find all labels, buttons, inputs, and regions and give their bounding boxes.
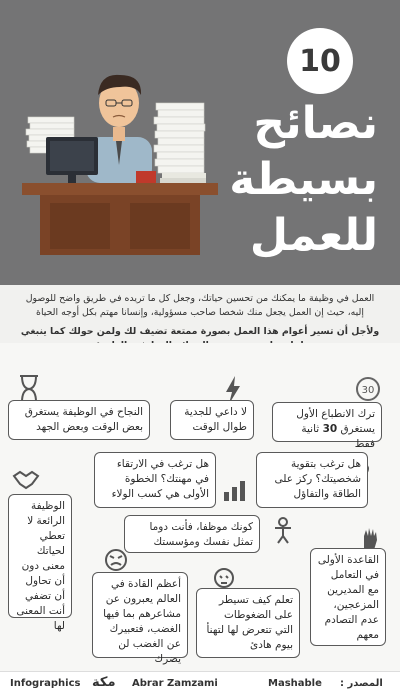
bar-chart-icon	[222, 478, 246, 502]
tip-1-text-post: ثانية فقط	[301, 423, 375, 450]
tip-express-anger	[92, 572, 188, 665]
tip-personality	[256, 452, 368, 508]
intro-lead: ولأجل أن تسير أعوام هذا العمل بصورة ممتعة تضيف لك ولمن حولك كما ينبغي	[20, 326, 380, 337]
tip-10-text: أعظم القادة في العالم يعبرون عن مشاعرهم بما فيها الغضب، فتعبيرك عن الغضب لن يضرك	[103, 578, 181, 665]
tip-career-loyalty	[94, 452, 216, 508]
tip-8-text: القاعدة الأولى في التعامل مع المديرين المزعجين، عدم التصادم معهم	[317, 554, 379, 641]
tip-no-seriousness	[170, 400, 254, 440]
tip-9-text: تعلم كيف تسيطر على الضغوطات التي تتعرض لها لتهنأ بيوم هادئ	[206, 594, 293, 651]
tip-meaningful-job	[8, 494, 72, 632]
angry-face-icon	[104, 548, 128, 572]
footer-author: Abrar Zamzami	[132, 678, 218, 689]
stopwatch-30-text: 30	[361, 385, 375, 396]
stress-head-icon	[212, 566, 236, 590]
tip-represent-yourself	[124, 515, 260, 553]
intro-paragraph: العمل في وظيفة ما يمكنك من تحسين حياتك، وجعل كل ما تريده في طريق واضح للوصول إليه، حيث إن العمل يجعل منك شخصا صاحب مسؤولية، وإنسانا مهتم بكل أوجه الحياة	[25, 293, 375, 318]
stopwatch-30-icon	[355, 376, 381, 402]
footer	[0, 671, 400, 696]
tip-success-takes-time	[8, 400, 150, 440]
page-title	[213, 96, 378, 264]
tip-6-text: الوظيفة الرائعة لا تعطي لحياتك معنى دون أن تحاول أن تضفي أنت المعنى لها	[16, 500, 65, 632]
handshake-icon	[12, 466, 40, 492]
tip-5-text: هل ترغب في الارتقاء في مهنتك؟ الخطوة الأولى هي كسب الولاء	[111, 458, 209, 500]
tip-first-impression	[272, 402, 382, 450]
tip-1-number: 30	[322, 423, 338, 435]
hero-banner	[0, 0, 400, 285]
footer-infographics: Infographics	[10, 678, 81, 689]
desk	[22, 171, 218, 255]
title-line-1: نصائح	[253, 98, 378, 149]
tips-count-badge: 10	[287, 28, 353, 94]
person-star-icon	[272, 516, 294, 544]
tip-7-text: كونك موظفا، فأنت دوما تمثل نفسك ومؤسستك	[149, 521, 253, 548]
footer-source: Mashable	[268, 678, 322, 689]
footer-source-label: المصدر :	[340, 678, 383, 689]
tip-annoying-managers	[310, 548, 386, 646]
title-line-2: بسيطة	[229, 154, 378, 205]
title-line-3: للعمل	[249, 210, 378, 261]
office-worker-illustration	[20, 45, 220, 260]
tip-1-text-pre: ترك الانطباع الأول يستغرق	[296, 408, 375, 435]
tip-4-text: هل ترغب بتقوية شخصيتك؟ ركز على الطاقة والتفاؤل	[274, 458, 361, 500]
footer-logo: مكة	[92, 675, 116, 690]
tip-2-text: لا داعي للجدية طوال الوقت	[184, 406, 247, 433]
paper-stack-right	[154, 103, 205, 173]
tip-control-stress	[196, 588, 300, 658]
tip-3-text: النجاح في الوظيفة يستغرق بعض الوقت وبعض الجهد	[24, 406, 143, 433]
